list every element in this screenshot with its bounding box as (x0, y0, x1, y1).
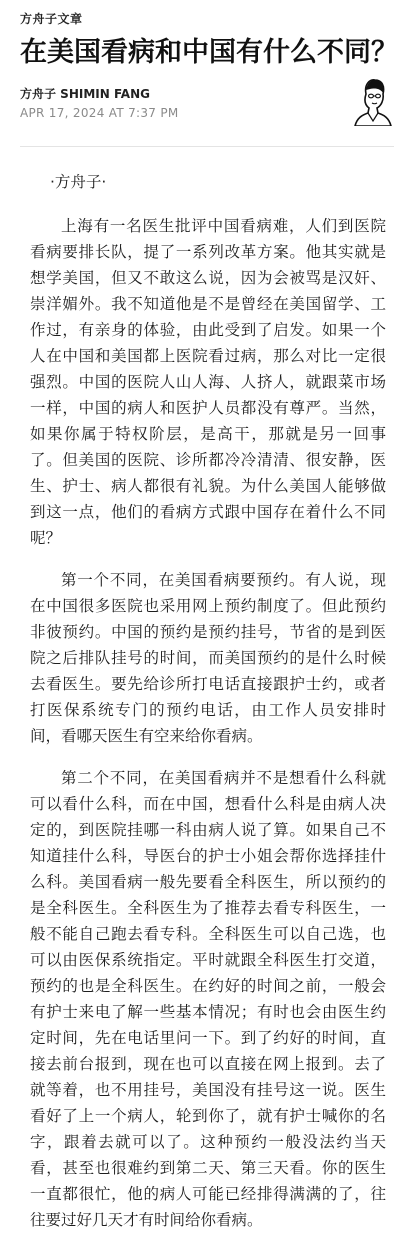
header-divider (20, 146, 394, 147)
paragraph-1: 上海有一名医生批评中国看病难，人们到医院看病要排长队，提了一系列改革方案。他其实就是想学美国，但又不敢这么说，因为会被骂是汉奸、崇洋媚外。我不知道他是不是曾经在美国留学、工作过，有亲身的体验，由此受到了启发。如果一个人在中国和美国都上医院看过病，那么对比一定很强烈。中国的医院人山人海、人挤人，就跟菜市场一样，中国的病人和医护人员都没有尊严。当然，如果你属于特权阶层，是高干，那就是另一回事了。但美国的医院、诊所都冷冷清清、很安静，医生、护士、病人都很有礼貌。为什么美国人能够做到这一点，他们的看病方式跟中国存在着什么不同呢？ (30, 217, 386, 547)
author-name[interactable]: 方舟子 SHIMIN FANG (20, 87, 150, 101)
article-body (0, 169, 414, 1233)
publish-date: APR 17, 2024 AT 7:37 PM (20, 106, 179, 120)
author-signature: ·方舟子· (50, 173, 107, 191)
header (0, 0, 414, 147)
paragraph-3: 第二个不同，在美国看病并不是想看什么科就可以看什么科，而在中国，想看什么科是由病人决定的，到医院挂哪一科由病人说了算。如果自己不知道挂什么科，导医台的护士小姐会帮你选择挂什么科。美国看病一般先要看全科医生，所以预约的是全科医生。全科医生为了推荐去看专科医生，一般不能自己跑去看专科。全科医生可以自己选，也可以由医保系统指定。平时就跟全科医生打交道，预约的也是全科医生。在约好的时间之前，一般会有护士来电了解一些基本情况；有时也会由医生约定时间，先在电话里问一下。到了约好的时间，直接去前台报到，现在也可以直接在网上报到。去了就等着，也不用挂号，美国没有挂号这一说。医生看好了上一个病人，轮到你了，就有护士喊你的名字，跟着去就可以了。这种预约一般没法约当天看，甚至也很难约到第二天、第三天看。你的医生一直都很忙，他的病人可能已经排得满满的了，往往要过好几天才有时间给你看病。 (30, 769, 386, 1229)
byline (20, 86, 394, 140)
paragraph-2: 第一个不同，在美国看病要预约。有人说，现在中国很多医院也采用网上预约制度了。但此预约非彼预约。中国的预约是预约挂号，节省的是到医院之后排队挂号的时间，而美国预约的是什么时候去看医生。要先给诊所打电话直接跟护士约，或者打医保系统专门的预约电话，由工作人员安排时间，看哪天医生有空来给你看病。 (30, 571, 386, 745)
publication-name[interactable]: 方舟子文章 (20, 12, 83, 26)
author-avatar[interactable] (354, 76, 392, 126)
article-title: 在美国看病和中国有什么不同？ (20, 37, 398, 68)
